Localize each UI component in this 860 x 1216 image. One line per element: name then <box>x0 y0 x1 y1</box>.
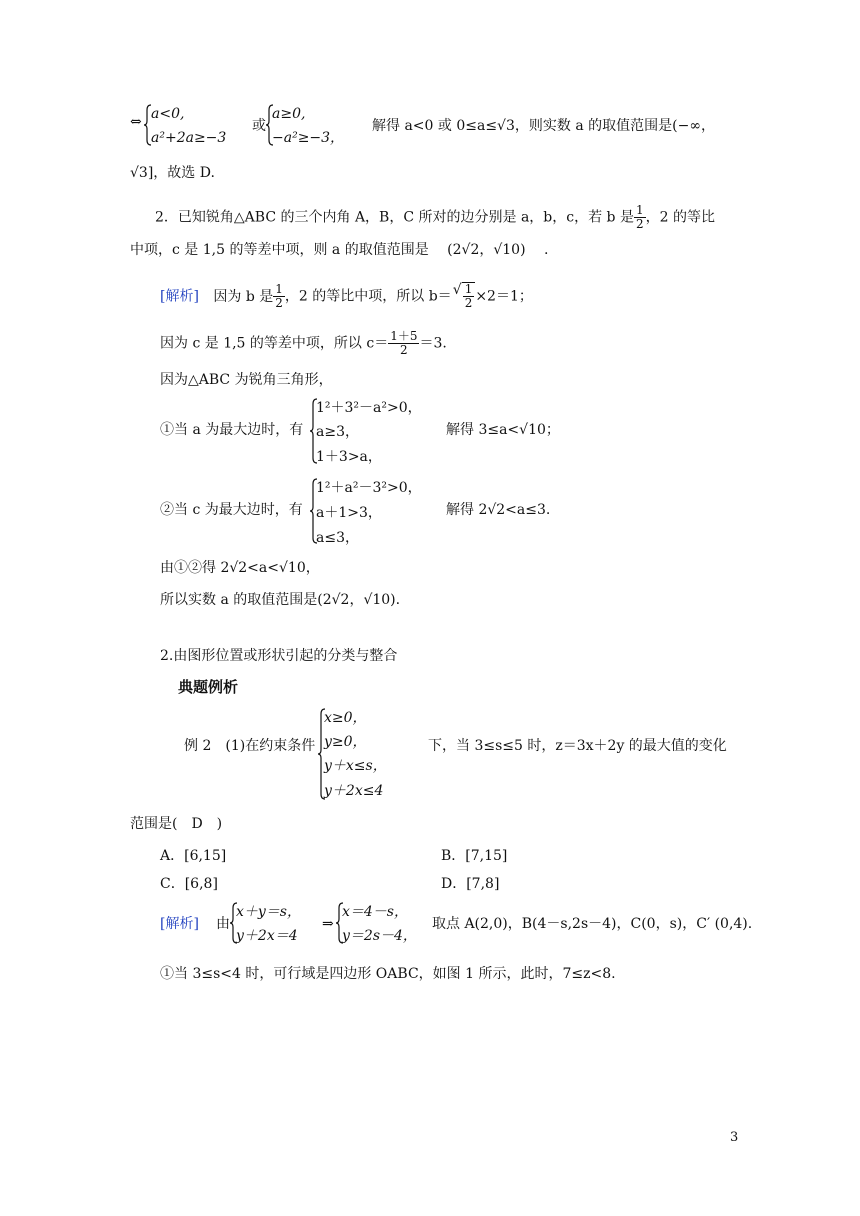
q2-text: 2．已知锐角△ABC 的三个内角 A，B，C 所对的边分别是 a，b，c，若 b 是 <box>155 209 634 226</box>
case2-label: ②当 c 为最大边时，有 <box>160 502 303 518</box>
sys2-line: −a²≥−3， <box>272 130 345 146</box>
q2-text: ，2 的等比 <box>645 209 715 226</box>
constraint: y＋2x≤4 <box>324 783 384 799</box>
constraint: y≥0， <box>324 734 367 750</box>
example-label: 例 2 (1)在约束条件 <box>184 738 316 754</box>
case1-label: ①当 a 为最大边时，有 <box>160 422 304 438</box>
sol-text: ×2＝1； <box>475 288 533 305</box>
frac-den: 2 <box>400 343 408 357</box>
fraction <box>634 204 646 231</box>
sol-line4: 由①②得 2√2<a<√10， <box>160 560 320 576</box>
sol-text: 因为 b 是 <box>213 288 274 305</box>
sol-eq: x＋y＝s， <box>236 904 301 920</box>
sol-points: 取点 A(2,0)，B(4－s,2s－4)，C(0，s)，C′ (0,4). <box>432 916 753 932</box>
fraction <box>388 330 419 357</box>
case1-cond: a≥3， <box>316 424 359 440</box>
sol-eq: y＋2x＝4 <box>236 928 298 944</box>
sol-line1 <box>160 282 533 310</box>
case2-cond: a＋1>3， <box>316 505 382 521</box>
frac-num: 1 <box>275 282 283 296</box>
or-word: 或 <box>252 118 266 134</box>
frac-num: 1 <box>635 203 644 217</box>
sol-eq: y＝2s－4， <box>342 928 417 944</box>
sol-line2 <box>160 330 447 357</box>
frac-den: 2 <box>635 217 644 231</box>
case2-cond: a≤3， <box>316 530 359 546</box>
sys1-line: a²+2a≥−3 <box>151 130 227 146</box>
top-cont: √3]，故选 D. <box>130 165 215 181</box>
case2-result: 解得 2√2<a≤3. <box>446 502 551 518</box>
sol-line5: 所以实数 a 的取值范围是(2√2，√10). <box>160 592 401 608</box>
sol-text: 因为 c 是 1,5 的等差中项，所以 c＝ <box>160 335 389 352</box>
frac-num: 1＋5 <box>390 329 418 343</box>
frac-den: 2 <box>464 296 473 310</box>
frac-den: 2 <box>275 296 283 310</box>
solution-tag: [解析] <box>160 916 199 932</box>
page-number: 3 <box>730 1130 739 1145</box>
case1-cond: 1²＋3²－a²>0， <box>316 400 422 416</box>
case1-result: 解得 3≤a<√10； <box>446 422 560 438</box>
q2-text: 中项，c 是 1,5 的等差中项，则 a 的取值范围是 <box>130 242 429 258</box>
fraction <box>463 283 475 310</box>
sol-by: 由 <box>216 916 230 932</box>
fraction <box>273 283 285 310</box>
case1-cond: 1＋3>a， <box>316 449 382 465</box>
subheading: 典题例析 <box>178 678 239 696</box>
option-d: D．[7,8] <box>441 876 500 892</box>
implies-arrow: ⇒ <box>322 916 334 932</box>
sol-text: ＝3. <box>419 335 447 352</box>
q2-answer: (2√2，√10) <box>447 242 526 258</box>
option-b: B．[7,15] <box>441 848 508 864</box>
answer-range: 范围是( D ) <box>130 816 223 832</box>
option-a: A．[6,15] <box>160 848 227 864</box>
q2-line1 <box>155 204 715 231</box>
constraint: x≥0， <box>324 710 367 726</box>
example-tail: 下，当 3≤s≤5 时，z＝3x＋2y 的最大值的变化 <box>428 738 727 754</box>
sol-line3: 因为△ABC 为锐角三角形， <box>160 372 333 388</box>
case2-cond: 1²＋a²－3²>0， <box>316 480 422 496</box>
frac-num: √ 1 <box>464 282 473 296</box>
option-c: C．[6,8] <box>160 876 218 892</box>
sys2-line: a≥0, <box>272 106 306 122</box>
sol-text: ，2 的等比中项，所以 b＝ <box>284 288 452 305</box>
sys1-line: a<0, <box>151 106 185 122</box>
solution-tag: [解析] <box>160 288 199 305</box>
sqrt <box>462 282 476 310</box>
sol-eq: x＝4－s， <box>342 904 408 920</box>
constraint: y＋x≤s， <box>324 758 387 774</box>
top-result: 解得 a<0 或 0≤a≤√3，则实数 a 的取值范围是(−∞， <box>372 118 715 134</box>
section-heading: 2.由图形位置或形状引起的分类与整合 <box>160 648 398 664</box>
q2-period: . <box>544 242 549 258</box>
last-line: ①当 3≤s<4 时，可行域是四边形 OABC，如图 1 所示，此时，7≤z<8. <box>160 966 616 982</box>
q2-line2 <box>130 240 548 260</box>
equiv-sign: ⇔ <box>130 114 142 130</box>
